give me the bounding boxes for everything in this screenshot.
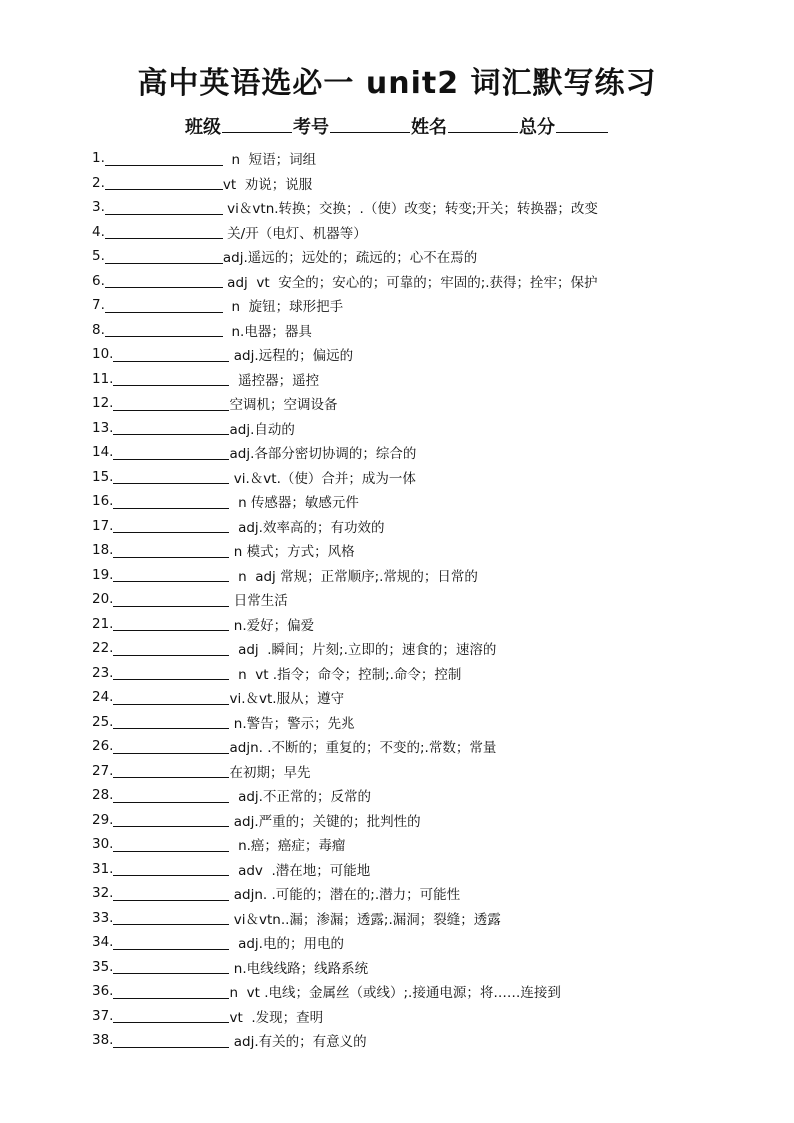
answer-blank[interactable] (113, 788, 229, 803)
item-number: 12. (92, 395, 114, 412)
answer-blank[interactable] (113, 837, 229, 852)
definition-text: vi＆vtn..漏；渗漏；透露;.漏洞；裂缝；透露 (229, 911, 501, 928)
item-number: 31. (92, 860, 114, 877)
item-number: 20. (92, 591, 114, 608)
definition-text: adj.电的；用电的 (229, 936, 344, 953)
item-number: 23. (92, 664, 114, 681)
definition-text: vi.＆vt.（使）合并；成为一体 (229, 470, 416, 487)
answer-blank[interactable] (113, 959, 229, 974)
item-number: 36. (92, 983, 114, 1000)
answer-blank[interactable] (113, 910, 229, 925)
vocab-item (92, 685, 772, 710)
vocab-item (92, 318, 772, 343)
answer-blank[interactable] (105, 273, 223, 288)
definition-text: adjn. .不断的；重复的；不变的;.常数；常量 (229, 740, 497, 757)
definition-text: n vt .电线；金属丝（或线）;.接通电源；将……连接到 (229, 985, 561, 1002)
vocab-item (92, 661, 772, 686)
answer-blank[interactable] (113, 567, 229, 582)
definition-text: n 传感器；敏感元件 (229, 495, 359, 512)
vocab-item (92, 1028, 772, 1053)
answer-blank[interactable] (113, 1008, 229, 1023)
item-number: 37. (92, 1007, 114, 1024)
answer-blank[interactable] (113, 714, 229, 729)
class-blank[interactable] (222, 114, 292, 133)
item-number: 14. (92, 444, 114, 461)
vocab-item (92, 342, 772, 367)
vocab-item (92, 930, 772, 955)
item-number: 22. (92, 640, 114, 657)
score-label: 总分 (519, 117, 555, 138)
item-number: 32. (92, 885, 114, 902)
answer-blank[interactable] (105, 322, 223, 337)
item-number: 26. (92, 738, 114, 755)
item-number: 28. (92, 787, 114, 804)
item-number: 29. (92, 811, 114, 828)
answer-blank[interactable] (113, 543, 229, 558)
definition-text: adj.严重的；关键的；批判性的 (229, 813, 421, 830)
definition-text: n adj 常规；正常顺序;.常规的；日常的 (229, 568, 478, 585)
vocab-item (92, 195, 772, 220)
vocab-item (92, 146, 772, 171)
student-info-line (0, 113, 794, 139)
definition-text: n 模式；方式；风格 (229, 544, 355, 561)
vocab-item (92, 1004, 772, 1029)
definition-text: adj.效率高的；有功效的 (229, 519, 385, 536)
item-number: 16. (92, 493, 114, 510)
item-number: 27. (92, 762, 114, 779)
answer-blank[interactable] (105, 224, 223, 239)
item-number: 3. (92, 199, 105, 216)
vocab-item (92, 710, 772, 735)
answer-blank[interactable] (113, 886, 229, 901)
item-number: 35. (92, 958, 114, 975)
item-number: 10. (92, 346, 114, 363)
vocab-item (92, 465, 772, 490)
item-number: 24. (92, 689, 114, 706)
vocab-item (92, 514, 772, 539)
vocab-item (92, 636, 772, 661)
answer-blank[interactable] (113, 371, 229, 386)
vocab-item (92, 808, 772, 833)
vocab-item (92, 563, 772, 588)
definition-text: adj.自动的 (229, 421, 295, 438)
name-blank[interactable] (448, 114, 518, 133)
vocab-item (92, 220, 772, 245)
vocab-item (92, 734, 772, 759)
vocab-item (92, 881, 772, 906)
answer-blank[interactable] (113, 984, 229, 999)
score-blank[interactable] (556, 114, 608, 133)
name-label: 姓名 (411, 117, 447, 138)
definition-text: 关/开（电灯、机器等） (222, 225, 367, 242)
answer-blank[interactable] (113, 812, 229, 827)
vocab-item (92, 244, 772, 269)
answer-blank[interactable] (113, 616, 229, 631)
item-number: 34. (92, 934, 114, 951)
answer-blank[interactable] (113, 494, 229, 509)
answer-blank[interactable] (113, 763, 229, 778)
answer-blank[interactable] (113, 518, 229, 533)
definition-text: n.警告；警示；先兆 (229, 715, 355, 732)
vocab-item (92, 979, 772, 1004)
item-number: 38. (92, 1032, 114, 1049)
vocab-item (92, 416, 772, 441)
answer-blank[interactable] (113, 469, 229, 484)
item-number: 15. (92, 468, 114, 485)
definition-text: adj.远程的；偏远的 (229, 348, 354, 365)
vocab-item (92, 955, 772, 980)
item-number: 30. (92, 836, 114, 853)
vocab-item (92, 759, 772, 784)
item-number: 33. (92, 909, 114, 926)
vocab-item (92, 587, 772, 612)
item-number: 11. (92, 370, 114, 387)
answer-blank[interactable] (113, 396, 229, 411)
definition-text: n.电器；器具 (222, 323, 312, 340)
vocab-list (92, 146, 772, 1053)
definition-text: adj.有关的；有意义的 (229, 1034, 367, 1051)
answer-blank[interactable] (113, 1033, 229, 1048)
answer-blank[interactable] (113, 690, 229, 705)
vocab-item (92, 832, 772, 857)
vocab-item (92, 857, 772, 882)
item-number: 17. (92, 517, 114, 534)
answer-blank[interactable] (113, 445, 229, 460)
vocab-item (92, 293, 772, 318)
definition-text: 遥控器；遥控 (229, 372, 320, 389)
definition-text: vt 劝说；说服 (222, 176, 313, 193)
answer-blank[interactable] (105, 200, 223, 215)
definition-text: n 短语；词组 (222, 152, 317, 169)
answer-blank[interactable] (105, 298, 223, 313)
definition-text: n.电线线路；线路系统 (229, 960, 369, 977)
definition-text: adj.各部分密切协调的；综合的 (229, 446, 417, 463)
answer-blank[interactable] (113, 935, 229, 950)
item-number: 4. (92, 223, 105, 240)
definition-text: 空调机；空调设备 (229, 397, 338, 414)
vocab-item (92, 367, 772, 392)
answer-blank[interactable] (113, 861, 229, 876)
item-number: 8. (92, 321, 105, 338)
definition-text: n vt .指令；命令；控制;.命令；控制 (229, 666, 462, 683)
item-number: 6. (92, 272, 105, 289)
class-label: 班级 (185, 117, 221, 138)
vocab-item (92, 391, 772, 416)
answer-blank[interactable] (113, 739, 229, 754)
item-number: 25. (92, 713, 114, 730)
definition-text: 在初期；早先 (229, 764, 311, 781)
answer-blank[interactable] (105, 249, 223, 264)
item-number: 7. (92, 297, 105, 314)
definition-text: adj vt 安全的；安心的；可靠的；牢固的;.获得；拴牢；保护 (222, 274, 598, 291)
definition-text: adj .瞬间；片刻;.立即的；速食的；速溶的 (229, 642, 497, 659)
definition-text: adjn. .可能的；潜在的;.潜力；可能性 (229, 887, 461, 904)
definition-text: adv .潜在地；可能地 (229, 862, 371, 879)
definition-text: n.爱好；偏爱 (229, 617, 315, 634)
page-title: 高中英语选必一 unit2 词汇默写练习 (137, 66, 657, 101)
answer-blank[interactable] (105, 175, 223, 190)
answer-blank[interactable] (113, 347, 229, 362)
vocab-item (92, 440, 772, 465)
vocab-item (92, 906, 772, 931)
vocab-item (92, 538, 772, 563)
item-number: 18. (92, 542, 114, 559)
item-number: 5. (92, 248, 105, 265)
definition-text: 日常生活 (229, 593, 288, 610)
exam-number-blank[interactable] (330, 114, 410, 133)
item-number: 1. (92, 150, 105, 167)
exam-number-label: 考号 (293, 117, 329, 138)
answer-blank[interactable] (113, 592, 229, 607)
vocab-item (92, 783, 772, 808)
item-number: 21. (92, 615, 114, 632)
item-number: 2. (92, 174, 105, 191)
answer-blank[interactable] (113, 420, 229, 435)
definition-text: n 旋钮；球形把手 (222, 299, 344, 316)
vocab-item (92, 612, 772, 637)
item-number: 19. (92, 566, 114, 583)
answer-blank[interactable] (105, 151, 223, 166)
item-number: 13. (92, 419, 114, 436)
definition-text: vi＆vtn.转换；交换；.（使）改变；转变;开关；转换器；改变 (222, 201, 598, 218)
vocab-item (92, 171, 772, 196)
vocab-item (92, 489, 772, 514)
definition-text: vi.＆vt.服从；遵守 (229, 691, 345, 708)
answer-blank[interactable] (113, 665, 229, 680)
definition-text: vt .发现；查明 (229, 1009, 324, 1026)
definition-text: n.癌；癌症；毒瘤 (229, 838, 346, 855)
vocab-item (92, 269, 772, 294)
definition-text: adj.遥远的；远处的；疏远的；心不在焉的 (222, 250, 478, 267)
definition-text: adj.不正常的；反常的 (229, 789, 371, 806)
answer-blank[interactable] (113, 641, 229, 656)
